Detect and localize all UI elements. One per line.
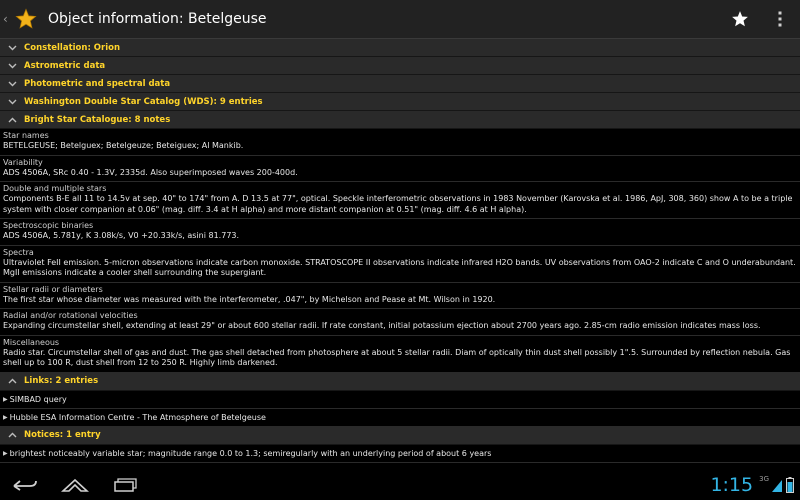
recent-apps-icon — [112, 477, 138, 493]
section-title: Constellation: Orion — [24, 42, 121, 53]
notice-item[interactable] — [0, 445, 800, 463]
note-entry — [0, 246, 800, 283]
link-label: SIMBAD query — [9, 394, 67, 404]
back-button[interactable] — [0, 470, 50, 500]
note-body: The first star whose diameter was measured with the interferometer, .047", by Michelson and Pease at Mt. Wilson in 1920. — [3, 294, 496, 304]
section-title: Notices: 1 entry — [24, 430, 101, 441]
battery-icon — [786, 477, 794, 493]
note-entry — [0, 129, 800, 156]
note-entry — [0, 336, 800, 373]
link-simbad[interactable] — [0, 391, 800, 409]
note-body: Radio star. Circumstellar shell of gas and dust. The gas shell detached from photosphere at about 5 stellar radii. Diam of optically thin dust shell possibly 1".5. Surrounded by reflection nebula. Gas shell up to 100 R, dust shell from 12 to 250 R. Highly limb darkened. — [3, 348, 791, 368]
status-area[interactable] — [710, 474, 794, 496]
link-arrow-icon: ▶ — [3, 395, 8, 403]
note-heading: Radial and/or rotational velocities — [3, 311, 138, 321]
section-title: Photometric and spectral data — [24, 78, 171, 89]
note-heading: Spectroscopic binaries — [3, 221, 94, 231]
favorite-button[interactable] — [720, 0, 760, 38]
note-heading: Star names — [3, 131, 49, 140]
star-icon — [731, 10, 749, 28]
note-body: Ultraviolet FeII emission. 5-micron observations indicate carbon monoxide. STRATOSCOPE II observations indicate infrared H2O bands. UV observations from OAO-2 indicate C and O underabundant. MgII emissions indicate a cooler shell surrounding the supergiant. — [3, 257, 796, 278]
note-heading: Stellar radii or diameters — [3, 284, 103, 294]
section-astrometric[interactable] — [0, 57, 800, 75]
system-nav-bar — [0, 470, 800, 500]
section-constellation[interactable] — [0, 39, 800, 57]
note-entry — [0, 182, 800, 219]
chevron-up-icon — [6, 117, 18, 123]
note-body: Expanding circumstellar shell, extending at least 29" or about 600 stellar radii. If rate constant, initial potassium ejection about 2700 years ago. 2.85-cm radio emission indicates mass loss. — [3, 321, 761, 331]
section-photometric[interactable] — [0, 75, 800, 93]
section-wds[interactable] — [0, 93, 800, 111]
app-star-icon[interactable] — [15, 8, 37, 30]
notice-arrow-icon: ▶ — [3, 449, 8, 457]
section-title: Astrometric data — [24, 60, 106, 71]
note-entry — [0, 156, 800, 183]
section-links[interactable] — [0, 373, 800, 391]
link-arrow-icon: ▶ — [3, 413, 8, 421]
signal-icon — [772, 478, 782, 492]
notice-label: brightest noticeably variable star; magnitude range 0.0 to 1.3; semiregularly with an underlying period of about 6 years — [9, 448, 492, 458]
network-type: 3G — [759, 475, 769, 483]
link-label: Hubble ESA Information Centre - The Atmosphere of Betelgeuse — [9, 412, 266, 422]
section-notices[interactable] — [0, 427, 800, 445]
overflow-menu-icon — [777, 11, 783, 27]
back-icon — [11, 477, 39, 493]
note-body: Components B-E all 11 to 14.5v at sep. 40" to 174" from A. D 13.5 at 77", optical. Speckle interferometric observations in 1983 November (Karovska et al. 1986, ApJ, 308, 360) show A to be a triple system with closer companion at 0.06" (mag. diff. 3.4 at H alpha) and more distant companion at 0.51" (mag. diff. 4.6 at H alpha). — [3, 194, 793, 214]
note-body: BETELGEUSE; Betelguex; Betelgeuze; Beteiguex; Al Mankib. — [3, 141, 244, 151]
chevron-down-icon — [6, 99, 18, 105]
chevron-up-icon — [6, 432, 18, 438]
page-title: Object information: Betelgeuse — [48, 11, 267, 27]
clock: 1:15 — [710, 474, 754, 496]
note-heading: Spectra — [3, 247, 34, 257]
chevron-up-icon — [6, 378, 18, 384]
chevron-down-icon — [6, 63, 18, 69]
link-hubble[interactable] — [0, 409, 800, 427]
up-caret-icon[interactable]: ‹ — [3, 12, 8, 26]
note-entry — [0, 309, 800, 336]
note-body: ADS 4506A, SRc 0.40 - 1.3V, 2335d. Also superimposed waves 200-400d. — [3, 167, 298, 177]
note-heading: Miscellaneous — [3, 337, 60, 347]
chevron-down-icon — [6, 81, 18, 87]
section-title: Washington Double Star Catalog (WDS): 9 entries — [24, 96, 263, 107]
section-title: Bright Star Catalogue: 8 notes — [24, 114, 171, 125]
note-body: ADS 4506A, 5.781y, K 3.08k/s, V0 +20.33k/s, asini 81.773. — [3, 231, 240, 241]
recent-apps-button[interactable] — [100, 470, 150, 500]
chevron-down-icon — [6, 45, 18, 51]
note-heading: Variability — [3, 157, 43, 167]
home-button[interactable] — [50, 470, 100, 500]
section-title: Links: 2 entries — [24, 376, 99, 387]
home-icon — [61, 477, 89, 493]
note-entry — [0, 219, 800, 246]
note-heading: Double and multiple stars — [3, 184, 107, 194]
overflow-menu-button[interactable] — [760, 0, 800, 38]
object-info-list[interactable] — [0, 39, 800, 470]
note-entry — [0, 283, 800, 310]
action-bar — [0, 0, 800, 39]
section-bright-star[interactable] — [0, 111, 800, 129]
